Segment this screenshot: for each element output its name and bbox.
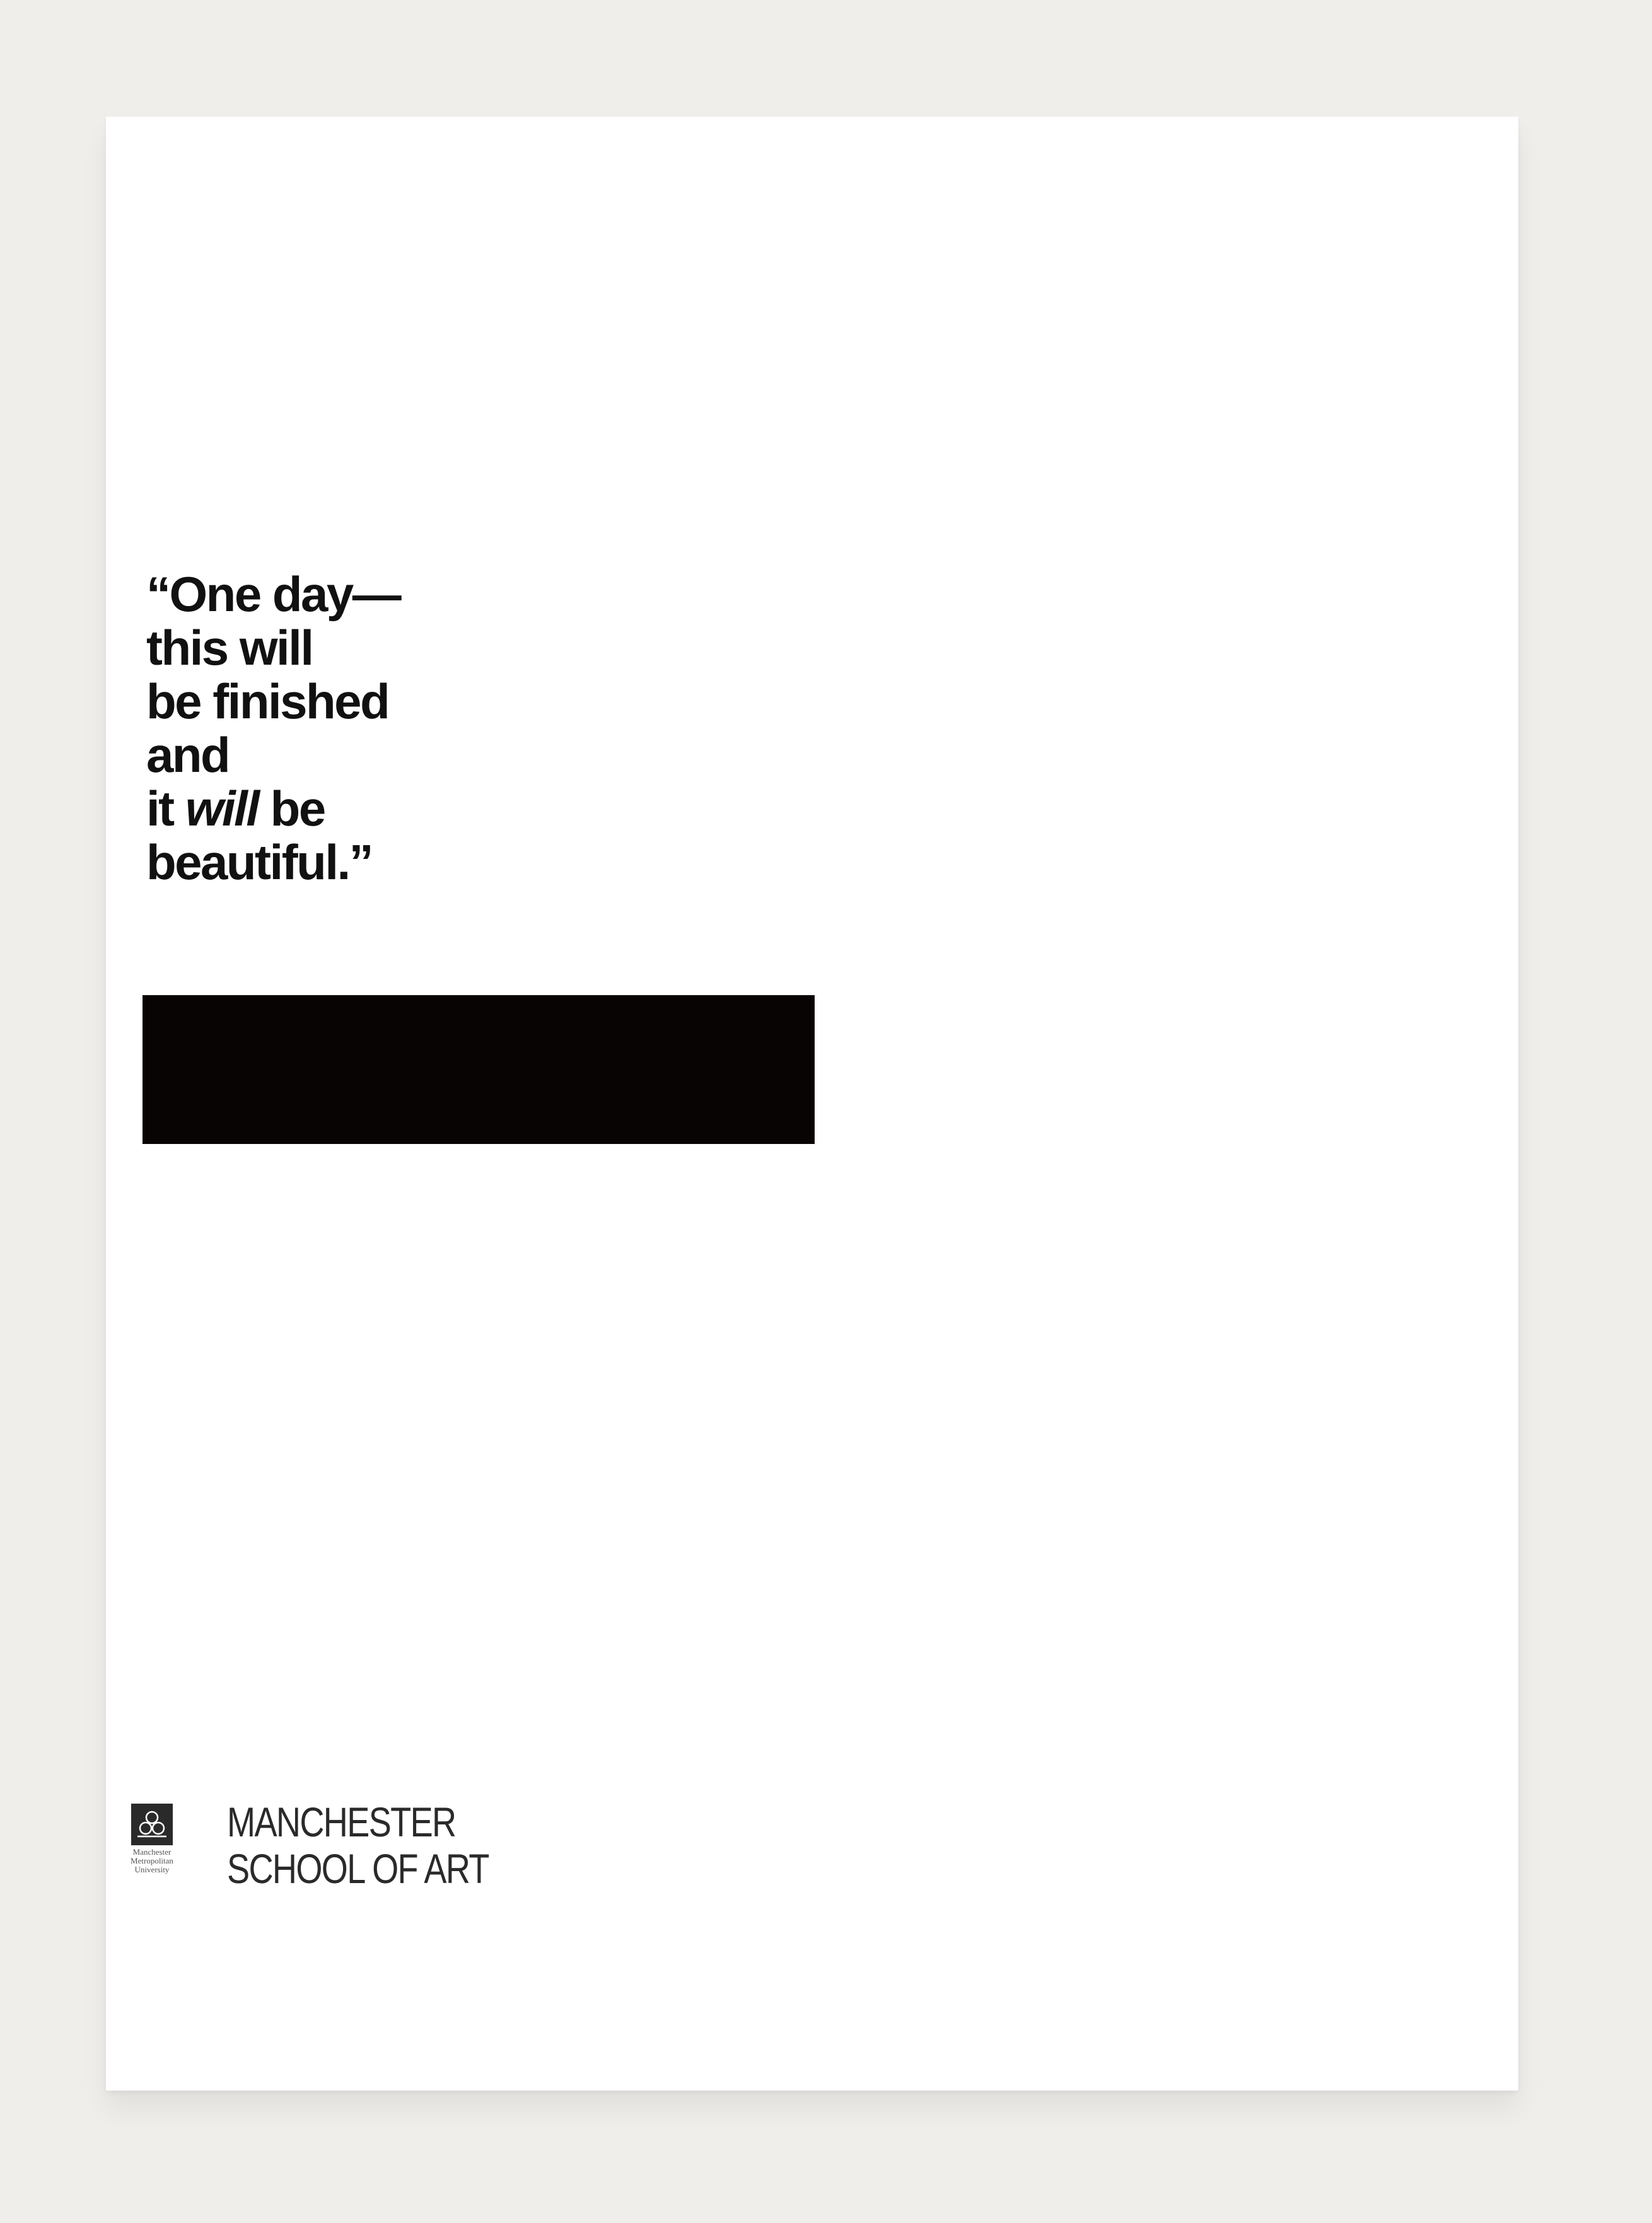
mmu-name-line-3: University bbox=[134, 1865, 170, 1874]
quote-line-5 bbox=[146, 782, 588, 836]
mmu-name-line-2: Metropolitan bbox=[131, 1856, 173, 1865]
black-bar bbox=[143, 995, 815, 1144]
mmu-name-line-1: Manchester bbox=[132, 1847, 172, 1857]
quote-line-1: “One day— bbox=[146, 566, 400, 622]
school-line-2: SCHOOL OF ART bbox=[227, 1845, 489, 1892]
mmu-crest-icon bbox=[131, 1804, 173, 1845]
quote-line-6: beautiful.” bbox=[146, 834, 373, 890]
quote-line-5-pre: it bbox=[146, 781, 185, 836]
quote-line-2: this will bbox=[146, 620, 313, 675]
quote-line-3: be finished bbox=[146, 674, 389, 729]
quote-emphasis: will bbox=[185, 781, 259, 836]
mmu-logo bbox=[117, 1804, 187, 1874]
school-wordmark bbox=[227, 1799, 489, 1892]
quote-line-4: and bbox=[146, 727, 230, 783]
school-line-1: MANCHESTER bbox=[227, 1799, 456, 1845]
quote-line-5-post: be bbox=[258, 781, 325, 836]
quote-text bbox=[146, 568, 588, 889]
